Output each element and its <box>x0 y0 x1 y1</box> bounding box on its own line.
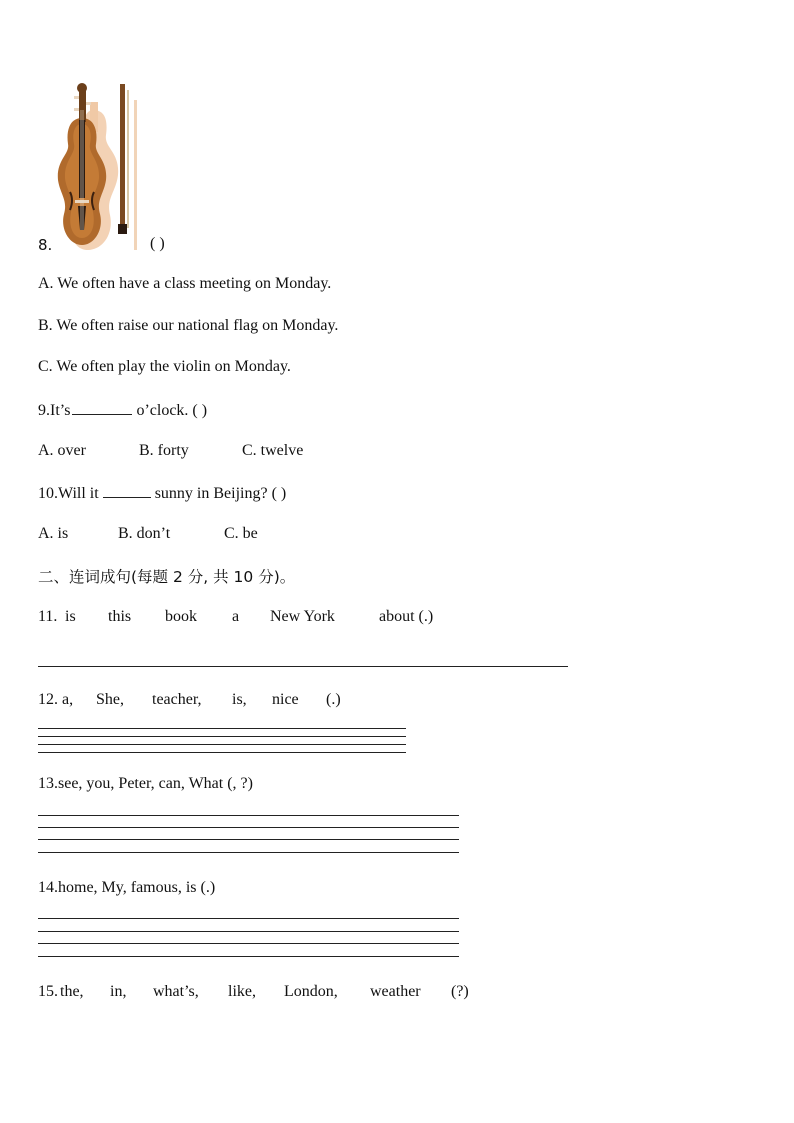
q12-word: teacher, <box>152 691 202 708</box>
violin-and-bow-icon <box>50 80 145 252</box>
q13-answer-line <box>38 839 459 840</box>
q12-word: (.) <box>326 691 341 708</box>
q8-option-a: A. We often have a class meeting on Monday. <box>38 275 332 292</box>
q13-answer-line <box>38 827 459 828</box>
q12-word: She, <box>96 691 124 708</box>
q8-answer-paren: ( ) <box>150 235 165 252</box>
q9-blank <box>72 400 132 415</box>
q12-answer-line <box>38 736 406 737</box>
q11-word: New York <box>270 608 335 625</box>
q11-word: a <box>232 608 240 625</box>
q12-word: a, <box>62 691 74 708</box>
q9-option-b: B. forty <box>139 442 189 459</box>
q15-word: in, <box>110 983 127 1000</box>
q15-word: the, <box>60 983 84 1000</box>
q9-stem <box>38 400 207 420</box>
q8-number: 8. <box>38 236 53 254</box>
q9-prefix: 9.It’s <box>38 402 71 419</box>
q12-answer-line <box>38 744 406 745</box>
q9-suffix: o’clock. ( ) <box>136 402 208 419</box>
q11-word: this <box>108 608 132 625</box>
q13-prompt <box>38 775 253 793</box>
q9-option-c: C. twelve <box>242 442 304 459</box>
q9-option-a: A. over <box>38 442 86 459</box>
q11-word: is <box>65 608 76 625</box>
q14-answer-line <box>38 918 459 919</box>
q11-word: book <box>165 608 197 625</box>
q13-answer-line <box>38 852 459 853</box>
q15-word: like, <box>228 983 256 1000</box>
q14-answer-line <box>38 956 459 957</box>
violin-image <box>50 80 145 252</box>
q13-words: see, you, Peter, can, What (, ?) <box>58 775 253 792</box>
q11-number: 11. <box>38 608 58 625</box>
q10-option-c: C. be <box>224 525 258 542</box>
q12-word: nice <box>272 691 299 708</box>
q15-number: 15. <box>38 983 58 1000</box>
q12-number: 12. <box>38 691 58 708</box>
q10-blank <box>103 483 151 498</box>
q10-option-b: B. don’t <box>118 525 171 542</box>
q14-prompt <box>38 879 215 897</box>
q13-number: 13. <box>38 775 58 792</box>
q15-word: what’s, <box>153 983 199 1000</box>
q10-prefix: 10.Will it <box>38 485 99 502</box>
q12-answer-line <box>38 752 406 753</box>
section-2-title: 二、连词成句(每题 2 分, 共 10 分)。 <box>38 568 296 586</box>
q13-answer-line <box>38 815 459 816</box>
q11-word: about (.) <box>379 608 434 625</box>
q10-stem <box>38 483 286 503</box>
q15-word: London, <box>284 983 338 1000</box>
q15-word: weather <box>370 983 421 1000</box>
q14-number: 14. <box>38 879 58 896</box>
q15-word: (?) <box>451 983 469 1000</box>
q14-answer-line <box>38 943 459 944</box>
q10-option-a: A. is <box>38 525 69 542</box>
q8-option-b: B. We often raise our national flag on Monday. <box>38 317 339 334</box>
q12-word: is, <box>232 691 247 708</box>
q10-suffix: sunny in Beijing? ( ) <box>154 485 287 502</box>
q8-option-c: C. We often play the violin on Monday. <box>38 358 291 375</box>
q14-answer-line <box>38 931 459 932</box>
q14-words: home, My, famous, is (.) <box>58 879 216 896</box>
q11-answer-line <box>38 666 568 667</box>
q12-answer-line <box>38 728 406 729</box>
